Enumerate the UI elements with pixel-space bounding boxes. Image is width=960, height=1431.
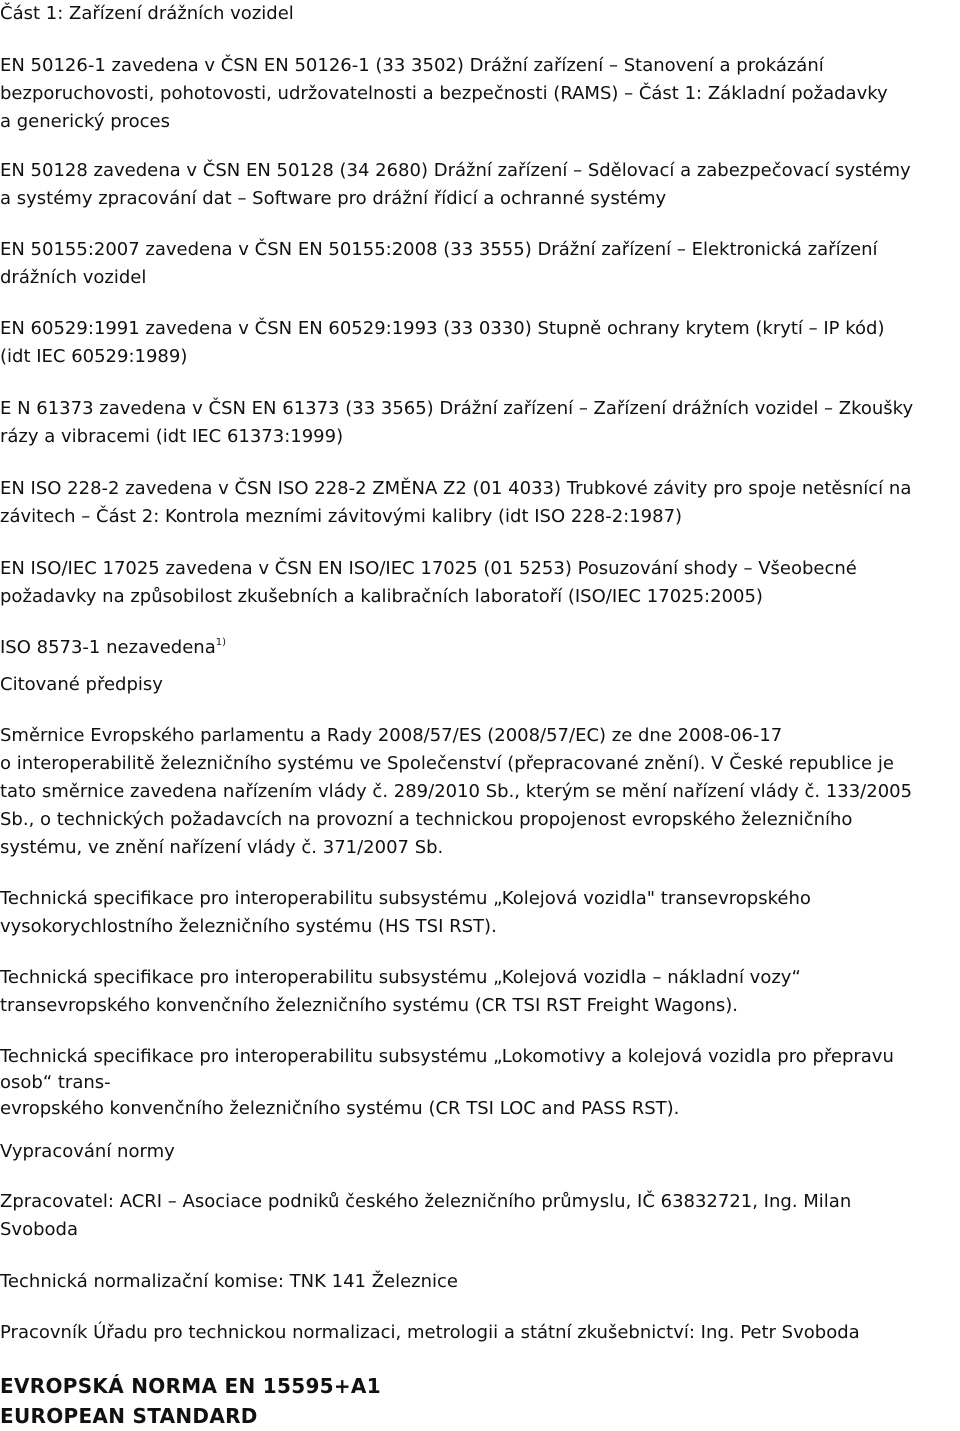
cited-tsi-hs-rst: Technická specifikace pro interoperabilitu subsystému „Kolejová vozidla" transevropského vysokorychlostního železničního systému (HS TSI RST).: [0, 888, 811, 937]
cited-regulations-heading: Citované předpisy: [0, 674, 163, 695]
preparation-heading: Vypracování normy: [0, 1141, 175, 1162]
standard-en-50155: EN 50155:2007 zavedena v ČSN EN 50155:2008 (33 3555) Drážní zařízení – Elektronická zařízení drážních vozidel: [0, 239, 878, 288]
european-standard-title: EUROPEAN STANDARD: [0, 1404, 258, 1428]
standard-en-50126-1: EN 50126-1 zavedena v ČSN EN 50126-1 (33 3502) Drážní zařízení – Stanovení a prokázání bezporuchovosti, pohotovosti, udržovatelnosti a bezpečnosti (RAMS) – Část 1: Základní požadavky a generický proces: [0, 55, 888, 132]
standard-en-61373: E N 61373 zavedena v ČSN EN 61373 (33 3565) Drážní zařízení – Zařízení drážních vozidel – Zkoušky rázy a vibracemi (idt IEC 61373:1999): [0, 398, 914, 447]
standard-en-60529: EN 60529:1991 zavedena v ČSN EN 60529:1993 (33 0330) Stupně ochrany krytem (krytí – IP kód) (idt IEC 60529:1989): [0, 318, 885, 367]
part-title: Část 1: Zařízení drážních vozidel: [0, 3, 294, 24]
iso-8573-note: [0, 634, 958, 662]
cited-tsi-loc-pass: Technická specifikace pro interoperabilitu subsystému „Lokomotivy a kolejová vozidla pro přepravu osob“ trans- evropského konvenčního železničního systému (CR TSI LOC and PASS RST).: [0, 1046, 894, 1119]
european-norm-title: EVROPSKÁ NORMA EN 15595+A1: [0, 1374, 381, 1398]
iso-8573-text: ISO 8573-1 nezavedena: [0, 637, 216, 658]
cited-tsi-freight-wagons: Technická specifikace pro interoperabilitu subsystému „Kolejová vozidla – nákladní vozy“ transevropského konvenčního železničního systému (CR TSI RST Freight Wagons).: [0, 967, 801, 1016]
standard-en-50128: EN 50128 zavedena v ČSN EN 50128 (34 2680) Drážní zařízení – Sdělovací a zabezpečovací systémy a systémy zpracování dat – Software pro drážní řídicí a ochranné systémy: [0, 160, 911, 209]
technical-committee: Technická normalizační komise: TNK 141 Železnice: [0, 1271, 458, 1292]
preparer: Zpracovatel: ACRI – Asociace podniků českého železničního průmyslu, IČ 63832721, Ing. Milan Svoboda: [0, 1191, 852, 1240]
cited-directive-2008-57: Směrnice Evropského parlamentu a Rady 2008/57/ES (2008/57/EC) ze dne 2008-06-17 o interoperabilitě železničního systému ve Společenství (přepracované znění). V České republice je tato směrnice zavedena nařízením vlády č. 289/2010 Sb., kterým se mění nařízení vlády č. 133/2005 Sb., o technických požadavcích na provozní a technickou propojenost evropského železničního systému, ve znění nařízení vlády č. 371/2007 Sb.: [0, 725, 913, 858]
standard-en-iso-228-2: EN ISO 228-2 zavedena v ČSN ISO 228-2 ZMĚNA Z2 (01 4033) Trubkové závity pro spoje netěsnící na závitech – Část 2: Kontrola mezními závitovými kalibry (idt ISO 228-2:1987): [0, 478, 912, 527]
footnote-mark: 1): [215, 637, 226, 648]
office-worker: Pracovník Úřadu pro technickou normalizaci, metrologii a státní zkušebnictví: Ing. Petr Svoboda: [0, 1322, 860, 1343]
standard-en-iso-iec-17025: EN ISO/IEC 17025 zavedena v ČSN EN ISO/IEC 17025 (01 5253) Posuzování shody – Všeobecné požadavky na způsobilost zkušebních a kalibračních laboratoří (ISO/IEC 17025:2005): [0, 558, 857, 607]
